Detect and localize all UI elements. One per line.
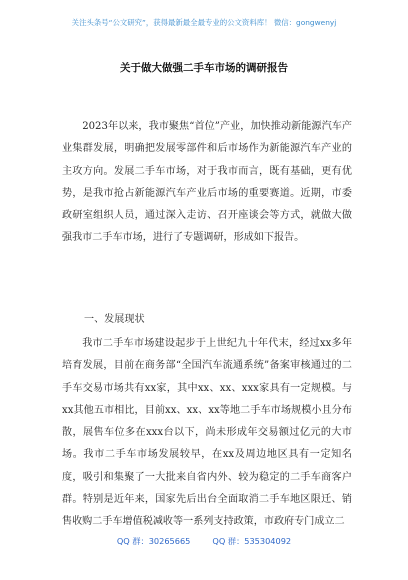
footer-qq-group-2: QQ 群：535304092 — [212, 536, 292, 546]
status-paragraph: 我市二手车市场建设起步于上世纪九十年代末，经过xx多年培育发展，目前在商务部“全国汽车流通系统”备案审核通过的二手车交易市场共有xx家，其中xx、xx、xxx家具有一定规模。与xx其他五市相比，目前xx、xx、xx等地二手车市场规模小且分布散，展售车位多在xxx台以下，尚未形成年交易额过亿元的大市场。我市二手车市场发展较早，在xx及周边地区具有一定知名度，吸引和集聚了一大批来自省内外、较为稳定的二手车商客户群。特别是近年来，国家先后出台全面取消二手车地区限迁、销售收购二手车增值税减收等一系列支持政策，市政府专门成立二 — [62, 338, 352, 528]
section-heading: 一、发展现状 — [84, 314, 145, 325]
header-banner: 关注头条号“公文研究”，获得最新最全最专业的公文资料库！ 微信：gongwenyj — [71, 18, 337, 27]
footer-contact — [0, 536, 408, 547]
footer-qq-group-1: QQ 群：30265665 — [116, 536, 191, 546]
intro-paragraph: 2023年以来，我市聚焦“首位”产业，加快推动新能源汽车产业集群发展，明确把发展零部件和后市场作为新能源汽车产业的主攻方向。发展二手车市场，对于我市而言，既有基础，更有优势，是我市抢占新能源汽车产业后市场的重要赛道。近期，市委政研室组织人员，通过深入走访、召开座谈会等方式，就做大做强我市二手车市场，进行了专题调研，形成如下报告。 — [62, 121, 352, 244]
document-title: 关于做大做强二手车市场的调研报告 — [120, 62, 288, 74]
